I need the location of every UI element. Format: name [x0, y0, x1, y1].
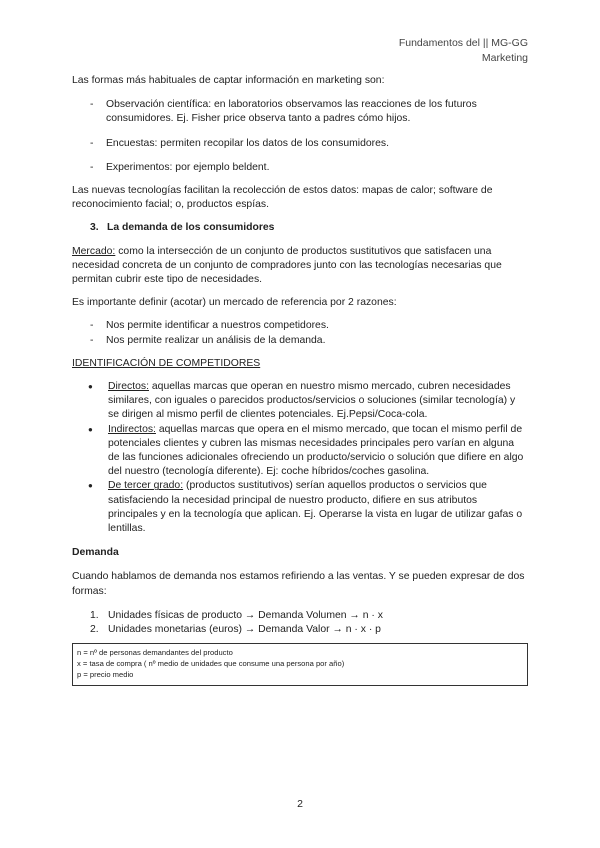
item-number: 2. [90, 624, 99, 636]
competitor-text: aquellas marcas que operan en nuestro mismo mercado, cubren necesidades similares, con iguales o parecidos productos/servicios o soluciones (similar tecnología) y se dirigen al mismo perfil de clientes potenciales. Ej.Pepsi/Coca-cola. [108, 381, 516, 421]
list-item: - Experimentos: por ejemplo beldent. [72, 161, 528, 175]
competitor-text: aquellas marcas que opera en el mismo mercado, que tocan el mismo perfil de potenciales clientes y cubren las mismas necesidades principales pero varían en alguna de las funciones adicionales ofreciendo un producto/servicio o solución que difiere en algo del nuestro (tecnología diferente). Ej: coche híbridos/coches gasolina. [108, 423, 524, 478]
competitors-heading: IDENTIFICACIÓN DE COMPETIDORES [72, 357, 261, 369]
legend-line: p = precio medio [77, 670, 134, 680]
list-item [72, 380, 528, 423]
list-item [72, 623, 528, 637]
list-item [72, 423, 528, 480]
section-3-title [72, 221, 528, 235]
page-content [72, 74, 528, 686]
competitor-term: Indirectos: [108, 423, 156, 435]
demanda-heading: Demanda [72, 547, 119, 559]
legend-line: x = tasa de compra ( nº medio de unidades que consume una persona por año) [77, 659, 345, 669]
competitors-list [72, 380, 528, 536]
mercado-paragraph [72, 245, 528, 288]
legend-box [72, 643, 528, 686]
list-item: - Encuestas: permiten recopilar los datos de los consumidores. [72, 137, 528, 151]
list-item: - Nos permite identificar a nuestros competidores. [72, 319, 528, 333]
demanda-forms-list [72, 609, 528, 637]
item-text: Unidades físicas de producto → Demanda Volumen → n · x [108, 609, 383, 621]
item-text: Unidades monetarias (euros) → Demanda Valor → n · x · p [108, 624, 381, 636]
competitor-text: (productos sustitutivos) serían aquellos productos o servicios que satisfaciendo la necesidad principal de nuestro producto, difiere en sus atributos principales y en la tecnología que aplican. Ej. Operarse la vista en lugar de utilizar gafas o lentillas. [108, 480, 523, 535]
competitor-term: Directos: [108, 381, 149, 393]
section-number: 3. [90, 222, 99, 234]
list-item: - Nos permite realizar un análisis de la demanda. [72, 334, 528, 348]
reasons-list [72, 319, 528, 347]
section-title-text: La demanda de los consumidores [107, 222, 275, 234]
page-header [388, 36, 528, 66]
mercado-text: como la intersección de un conjunto de productos sustitutivos que satisfacen una necesidad concreta de un conjunto de compradores junto con las tecnologías necesarias que permitan cubrir este tipo de necesidades. [72, 245, 502, 286]
intro-paragraph: Las formas más habituales de captar información en marketing son: [72, 75, 385, 86]
legend-line: n = nº de personas demandantes del producto [77, 648, 233, 658]
item-number: 1. [90, 609, 99, 621]
demanda-paragraph: Cuando hablamos de demanda nos estamos refiriendo a las ventas. Y se pueden expresar de dos formas: [72, 571, 525, 597]
importance-paragraph: Es importante definir (acotar) un mercado de referencia por 2 razones: [72, 297, 397, 309]
list-item [72, 479, 528, 536]
header-line-2: Marketing [481, 52, 528, 64]
methods-list [72, 98, 528, 175]
mercado-term: Mercado: [72, 245, 116, 257]
header-line-1: Fundamentos del || MG-GG [398, 37, 528, 49]
competitor-term: De tercer grado: [108, 480, 184, 492]
tech-paragraph: Las nuevas tecnologías facilitan la recolección de estos datos: mapas de calor; software de reconocimiento facial; o, productos espías. [72, 185, 493, 211]
list-item: - Observación científica: en laboratorios observamos las reacciones de los futuros consumidores. Ej. Fisher price observa tanto a padres cómo hijos. [72, 98, 528, 126]
list-item [72, 609, 528, 623]
page-number: 2 [297, 798, 303, 810]
